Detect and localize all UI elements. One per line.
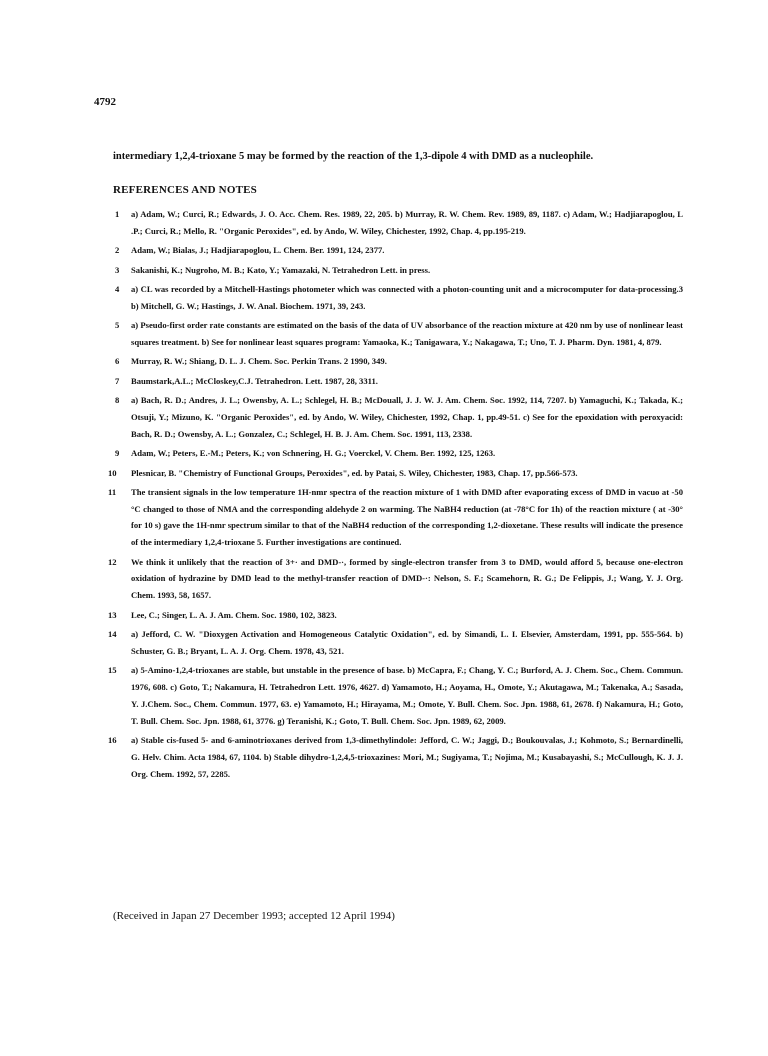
reference-item xyxy=(108,262,683,279)
reference-text: The transient signals in the low temperature 1H-nmr spectra of the reaction mixture of 1 with DMD after evaporating excess of DMD in vacuo at -50 °C changed to those of NMA and the corresponding aldehyde 2 on warming. The NaBH4 reduction (at -78°C for 1h) of the reaction mixture ( at -30° for 10 s) gave the 1H-nmr spectrum similar to that of the NaBH4 reduction of the corresponding 1,2-dioxetane. These results will indicate the presence of the intermediary 1,2,4-trioxane 5. Further investigations are continued. xyxy=(131,486,683,548)
reference-item xyxy=(108,607,683,624)
received-accepted-dates: (Received in Japan 27 December 1993; accepted 12 April 1994) xyxy=(113,910,395,922)
reference-text: Lee, C.; Singer, L. A. J. Am. Chem. Soc. 1980, 102, 3823. xyxy=(131,609,337,620)
reference-number: 5 xyxy=(115,320,120,331)
reference-number: 1 xyxy=(115,209,120,219)
reference-number: 12 xyxy=(108,556,117,567)
reference-item xyxy=(108,281,683,315)
reference-item xyxy=(108,554,683,604)
reference-item xyxy=(108,317,683,351)
reference-item xyxy=(108,392,683,442)
reference-item xyxy=(108,484,683,551)
reference-number: 13 xyxy=(108,609,117,620)
reference-text: a) Pseudo-first order rate constants are estimated on the basis of the data of UV absorbance of the reaction mixture at 420 nm by use of nonlinear least squares treatment. b) See for nonlinear least squares program: Yamaoka, K.; Tanigawara, Y.; Nakagawa, T.; Uno, T. J. Pharm. Dyn. 1981, 4, 879. xyxy=(131,320,683,347)
reference-text: Murray, R. W.; Shiang, D. L. J. Chem. Soc. Perkin Trans. 2 1990, 349. xyxy=(131,356,387,367)
references-list xyxy=(108,206,683,785)
reference-item xyxy=(108,732,683,782)
reference-number: 16 xyxy=(108,735,117,746)
reference-text: Adam, W.; Bialas, J.; Hadjiarapoglou, L. Chem. Ber. 1991, 124, 2377. xyxy=(131,245,385,256)
reference-number: 7 xyxy=(115,375,120,386)
reference-item xyxy=(108,662,683,729)
reference-item xyxy=(108,353,683,370)
page-number: 4792 xyxy=(94,96,116,108)
reference-number: 4 xyxy=(115,283,120,294)
references-heading: REFERENCES AND NOTES xyxy=(113,184,257,196)
reference-text: Baumstark,A.L.; McCloskey,C.J. Tetrahedron. Lett. 1987, 28, 3311. xyxy=(131,375,378,386)
reference-number: 6 xyxy=(115,356,120,367)
reference-item xyxy=(108,242,683,259)
reference-number: 14 xyxy=(108,629,117,640)
reference-item xyxy=(108,465,683,482)
reference-item xyxy=(108,445,683,462)
reference-text: Adam, W.; Peters, E.-M.; Peters, K.; von Schnering, H. G.; Voerckel, V. Chem. Ber. 1992, 125, 1263. xyxy=(131,448,496,459)
reference-number: 9 xyxy=(115,448,120,459)
reference-item xyxy=(108,626,683,660)
intro-sentence: intermediary 1,2,4-trioxane 5 may be formed by the reaction of the 1,3-dipole 4 with DMD as a nucleophile. xyxy=(113,151,594,162)
reference-text: a) Adam, W.; Curci, R.; Edwards, J. O. Acc. Chem. Res. 1989, 22, 205. b) Murray, R. W. Chem. Rev. 1989, 89, 1187. c) Adam, W.; Hadjiarapoglou, L .P.; Curci, R.; Mello, R. "Organic Peroxides", ed. by Ando, W. Wiley, Chichester, 1992, Chap. 4, pp.195-219. xyxy=(131,209,683,236)
reference-number: 15 xyxy=(108,665,117,676)
reference-text: We think it unlikely that the reaction of 3+· and DMD-·, formed by single-electron transfer from 3 to DMD, would afford 5, because one-electron oxidation of hydrazine by DMD lead to the methyl-transfer reaction of DMD-·: Nelson, S. F.; Scamehorn, R. G.; De Felippis, J.; Wang, Y. J. Org. Chem. 1993, 58, 1657. xyxy=(131,556,683,601)
reference-text: a) Bach, R. D.; Andres, J. L.; Owensby, A. L.; Schlegel, H. B.; McDouall, J. J. W. J. Am. Chem. Soc. 1992, 114, 7207. b) Yamaguchi, K.; Takada, K.; Otsuji, Y.; Mizuno, K. "Organic Peroxides", ed. by Ando, W. Wiley, Chichester, 1992, Chap. 1, pp.49-51. c) See for the epoxidation with peroxyacid: Bach, R. D.; Owensby, A. L.; Gonzalez, C.; Schlegel, H. B. J. Am. Chem. Soc. 1991, 113, 2338. xyxy=(131,395,683,439)
reference-number: 8 xyxy=(115,395,120,406)
reference-text: a) Stable cis-fused 5- and 6-aminotrioxanes derived from 1,3-dimethylindole: Jefford, C. W.; Jaggi, D.; Boukouvalas, J.; Kohmoto, S.; Bernardinelli, G. Helv. Chim. Acta 1984, 67, 1104. b) Stable dihydro-1,2,4,5-trioxazines: Mori, M.; Sugiyama, T.; Nojima, M.; Kusabayashi, S.; McCullough, K. J. J. Org. Chem. 1992, 57, 2285. xyxy=(131,735,683,779)
reference-text: a) CL was recorded by a Mitchell-Hastings photometer which was connected with a photon-counting unit and a microcomputer for data-processing.3 b) Mitchell, G. W.; Hastings, J. W. Anal. Biochem. 1971, 39, 243. xyxy=(131,283,683,311)
reference-number: 11 xyxy=(108,486,117,497)
reference-text: a) 5-Amino-1,2,4-trioxanes are stable, but unstable in the presence of base. b) McCapra, F.; Chang, Y. C.; Burford, A. J. Chem. Soc., Chem. Commun. 1976, 608. c) Goto, T.; Nakamura, H. Tetrahedron Lett. 1976, 4627. d) Yamamoto, H.; Aoyama, H., Omote, Y.; Akutagawa, M.; Takenaka, A.; Sasada, Y. J.Chem. Soc., Chem. Commun. 1977, 63. e) Yamamoto, H.; Hirayama, M.; Omote, Y. Bull. Chem. Soc. Jpn. 1988, 61, 2678. f) Nakamura, H.; Goto, T. Bull. Chem. Soc. Jpn. 1988, 61, 3776. g) Teranishi, K.; Goto, T. Bull. Chem. Soc. Jpn. 1989, 62, 2009. xyxy=(131,665,683,726)
reference-item xyxy=(108,206,683,240)
reference-text: a) Jefford, C. W. "Dioxygen Activation and Homogeneous Catalytic Oxidation", ed. by Simandi, L. I. Elsevier, Amsterdam, 1991, pp. 555-564. b) Schuster, G. B.; Bryant, L. A. J. Org. Chem. 1978, 43, 521. xyxy=(131,629,683,656)
reference-item xyxy=(108,373,683,390)
reference-text: Sakanishi, K.; Nugroho, M. B.; Kato, Y.; Yamazaki, N. Tetrahedron Lett. in press. xyxy=(131,264,431,275)
reference-text: Plesnicar, B. "Chemistry of Functional Groups, Peroxides", ed. by Patai, S. Wiley, Chichester, 1983, Chap. 17, pp.566-573. xyxy=(131,467,578,478)
reference-number: 2 xyxy=(115,245,120,256)
reference-number: 3 xyxy=(115,264,120,275)
reference-number: 10 xyxy=(108,467,117,478)
